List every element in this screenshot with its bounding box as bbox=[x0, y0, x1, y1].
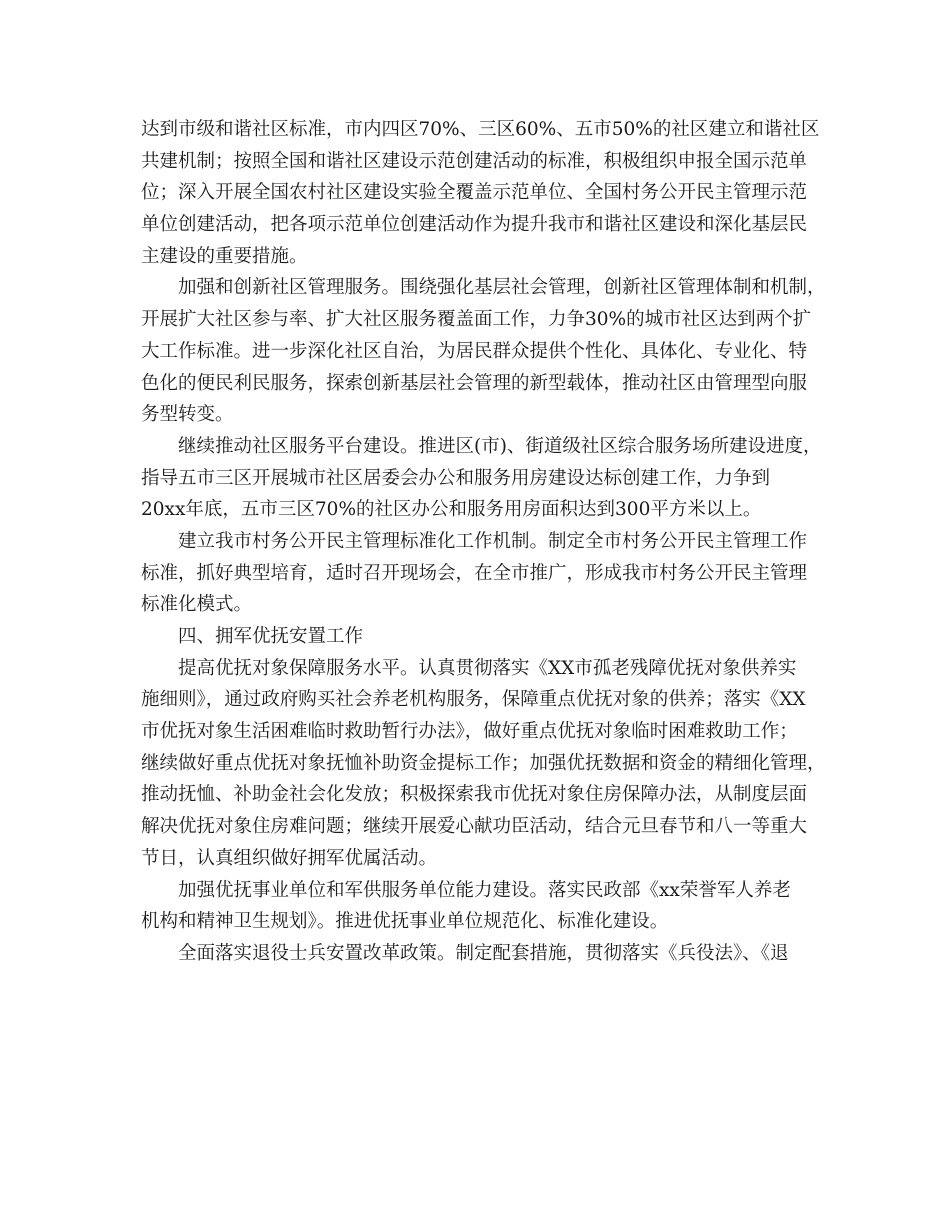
text-line: 务型转变。 bbox=[141, 404, 234, 426]
text-line: 20xx年底，五市三区70%的社区办公和服务用房面积达到300平方米以上。 bbox=[141, 499, 762, 521]
text-line: 位；深入开展全国农村社区建设实验全覆盖示范单位、全国村务公开民主管理示范 bbox=[141, 182, 808, 204]
text-line: 继续推动社区服务平台建设。推进区(市)、街道级社区综合服务场所建设进度， bbox=[178, 435, 822, 457]
text-line: 指导五市三区开展城市社区居委会办公和服务用房建设达标创建工作，力争到 bbox=[141, 467, 771, 489]
text-line: 继续做好重点优抚对象抚恤补助资金提标工作；加强优抚数据和资金的精细化管理， bbox=[141, 752, 826, 774]
text-line: 加强优抚事业单位和军供服务单位能力建设。落实民政部《xx荣誉军人养老 bbox=[178, 879, 791, 901]
text-line: 加强和创新社区管理服务。围绕强化基层社会管理，创新社区管理体制和机制， bbox=[178, 277, 826, 299]
text-line: 共建机制；按照全国和谐社区建设示范创建活动的标准，积极组织申报全国示范单 bbox=[141, 150, 808, 172]
text-line: 提高优抚对象保障服务水平。认真贯彻落实《XX市孤老残障优抚对象供养实 bbox=[178, 657, 797, 679]
text-line: 施细则》，通过政府购买社会养老机构服务，保障重点优抚对象的供养；落实《XX bbox=[141, 689, 806, 711]
text-line: 节日，认真组织做好拥军优属活动。 bbox=[141, 847, 438, 869]
text-line: 开展扩大社区参与率、扩大社区服务覆盖面工作，力争30%的城市社区达到两个扩 bbox=[141, 309, 812, 331]
text-line: 标准，抓好典型培育，适时召开现场会，在全市推广，形成我市村务公开民主管理 bbox=[141, 562, 808, 584]
document-body bbox=[141, 114, 831, 970]
text-line: 标准化模式。 bbox=[141, 594, 253, 616]
text-line: 四、拥军优抚安置工作 bbox=[178, 626, 364, 647]
text-line: 色化的便民利民服务，探索创新基层社会管理的新型载体，推动社区由管理型向服 bbox=[141, 372, 808, 394]
text-line: 建立我市村务公开民主管理标准化工作机制。制定全市村务公开民主管理工作 bbox=[178, 530, 808, 552]
text-line: 主建设的重要措施。 bbox=[141, 245, 308, 267]
text-line: 达到市级和谐社区标准，市内四区70%、三区60%、五市50%的社区建立和谐社区 bbox=[141, 119, 820, 140]
text-line: 机构和精神卫生规划》。推进优抚事业单位规范化、标准化建设。 bbox=[141, 911, 669, 933]
text-line: 解决优抚对象住房难问题；继续开展爱心献功臣活动，结合元旦春节和八一等重大 bbox=[141, 816, 808, 838]
text-line: 全面落实退役士兵安置改革政策。制定配套措施，贯彻落实《兵役法》、《退 bbox=[178, 942, 789, 964]
text-line: 单位创建活动，把各项示范单位创建活动作为提升我市和谐社区建设和深化基层民 bbox=[141, 214, 808, 236]
text-line: 市优抚对象生活困难临时救助暂行办法》，做好重点优抚对象临时困难救助工作； bbox=[141, 721, 798, 743]
text-line: 大工作标准。进一步深化社区自治，为居民群众提供个性化、具体化、专业化、特 bbox=[141, 340, 808, 362]
text-line: 推动抚恤、补助金社会化发放；积极探索我市优抚对象住房保障办法，从制度层面 bbox=[141, 784, 808, 806]
